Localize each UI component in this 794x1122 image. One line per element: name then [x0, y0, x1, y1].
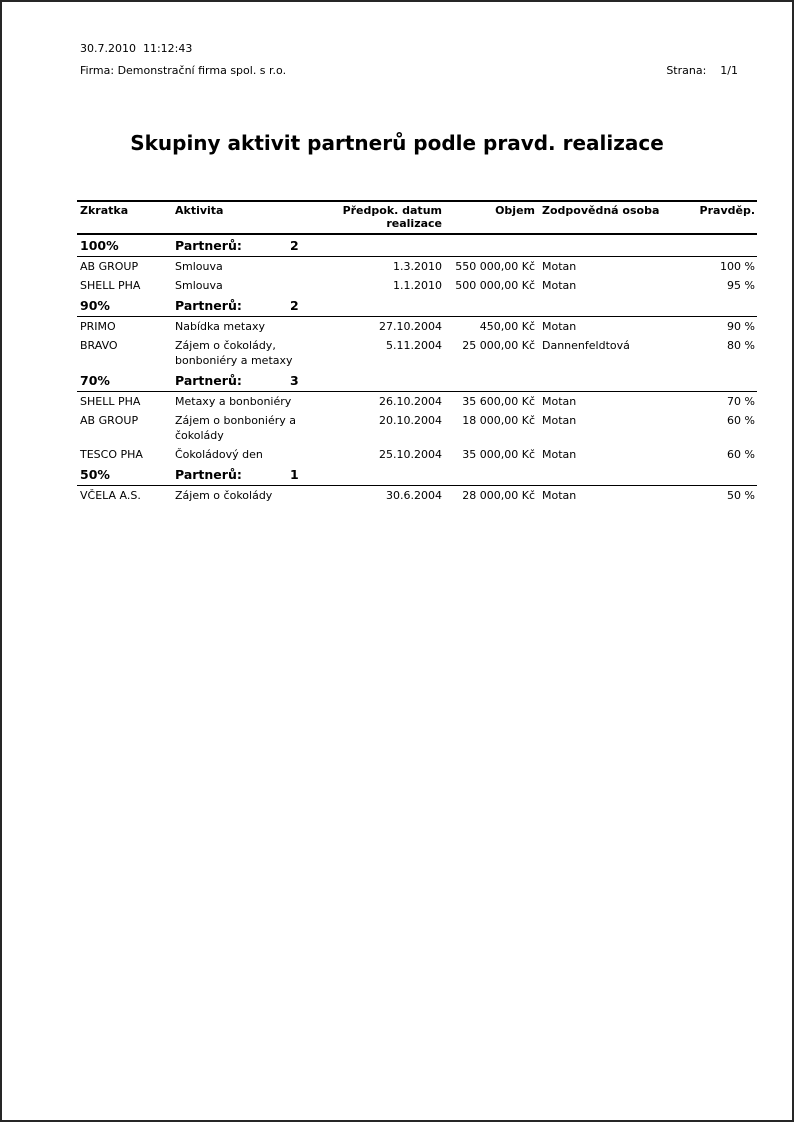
column-header-pravdep: Pravděp. — [699, 204, 755, 217]
group-partner-count: 2 — [290, 298, 299, 313]
column-header-datum — [332, 204, 442, 230]
cell-aktivita: Smlouva — [175, 279, 223, 292]
cell-objem: 500 000,00 Kč — [455, 279, 535, 292]
report-table — [77, 200, 757, 505]
cell-zkratka: VČELA A.S. — [80, 489, 141, 502]
cell-pravdep: 95 % — [727, 279, 755, 292]
group-header-row — [77, 235, 757, 257]
cell-aktivita: Nabídka metaxy — [175, 320, 265, 333]
table-row — [77, 486, 757, 505]
cell-osoba: Motan — [542, 279, 577, 292]
cell-objem: 550 000,00 Kč — [455, 260, 535, 273]
group-partners-label: Partnerů: — [175, 298, 242, 313]
cell-osoba: Motan — [542, 414, 577, 427]
table-row — [77, 336, 757, 370]
cell-zkratka: BRAVO — [80, 339, 118, 352]
cell-pravdep: 60 % — [727, 448, 755, 461]
cell-osoba: Motan — [542, 260, 577, 273]
cell-osoba: Motan — [542, 489, 577, 502]
print-datetime: 30.7.2010 11:12:43 — [80, 42, 193, 55]
group-partner-count: 1 — [290, 467, 299, 482]
cell-objem: 18 000,00 Kč — [462, 414, 535, 427]
cell-pravdep: 60 % — [727, 414, 755, 427]
group-header-row — [77, 295, 757, 317]
group-probability: 70% — [80, 373, 110, 388]
cell-zkratka: AB GROUP — [80, 260, 139, 273]
group-probability: 100% — [80, 238, 119, 253]
column-header-aktivita: Aktivita — [175, 204, 224, 217]
cell-osoba: Motan — [542, 448, 577, 461]
cell-objem: 25 000,00 Kč — [462, 339, 535, 352]
column-header-objem: Objem — [495, 204, 535, 217]
table-header-row — [77, 200, 757, 235]
group-partner-count: 3 — [290, 373, 299, 388]
cell-aktivita: Smlouva — [175, 260, 223, 273]
cell-zkratka: TESCO PHA — [80, 448, 143, 461]
cell-objem: 35 600,00 Kč — [462, 395, 535, 408]
cell-zkratka: SHELL PHA — [80, 279, 141, 292]
cell-pravdep: 70 % — [727, 395, 755, 408]
cell-datum: 1.3.2010 — [393, 260, 442, 273]
cell-pravdep: 100 % — [720, 260, 755, 273]
group-partners-label: Partnerů: — [175, 238, 242, 253]
cell-pravdep: 80 % — [727, 339, 755, 352]
cell-osoba: Motan — [542, 395, 577, 408]
table-row — [77, 392, 757, 411]
group-probability: 90% — [80, 298, 110, 313]
cell-datum: 27.10.2004 — [379, 320, 442, 333]
cell-aktivita: Zájem o čokolády — [175, 489, 273, 502]
cell-datum: 20.10.2004 — [379, 414, 442, 427]
cell-zkratka: SHELL PHA — [80, 395, 141, 408]
group-header-row — [77, 370, 757, 392]
cell-osoba: Dannenfeldtová — [542, 339, 630, 352]
column-header-datum-line2: realizace — [386, 217, 442, 230]
cell-zkratka: AB GROUP — [80, 414, 139, 427]
group-partners-label: Partnerů: — [175, 467, 242, 482]
cell-objem: 28 000,00 Kč — [462, 489, 535, 502]
table-row — [77, 445, 757, 464]
table-row — [77, 317, 757, 336]
report-meta — [80, 38, 738, 104]
cell-objem: 450,00 Kč — [479, 320, 535, 333]
report-title: Skupiny aktivit partnerů podle pravd. realizace — [130, 131, 664, 155]
cell-aktivita: Zájem o čokolády, bonboniéry a metaxy — [175, 339, 293, 367]
company-line: Firma: Demonstrační firma spol. s r.o. — [80, 64, 287, 77]
column-header-datum-line1: Předpok. datum — [342, 204, 442, 217]
group-header-row — [77, 464, 757, 486]
cell-datum: 26.10.2004 — [379, 395, 442, 408]
column-header-osoba: Zodpovědná osoba — [542, 204, 660, 217]
page-number: 1/1 — [720, 64, 738, 77]
cell-objem: 35 000,00 Kč — [462, 448, 535, 461]
cell-pravdep: 50 % — [727, 489, 755, 502]
group-probability: 50% — [80, 467, 110, 482]
cell-datum: 25.10.2004 — [379, 448, 442, 461]
group-partners-label: Partnerů: — [175, 373, 242, 388]
table-row — [77, 257, 757, 276]
page-indicator — [645, 38, 738, 104]
cell-aktivita: Zájem o bonboniéry a čokolády — [175, 414, 296, 442]
page-label: Strana: — [666, 64, 707, 77]
cell-datum: 1.1.2010 — [393, 279, 442, 292]
cell-aktivita: Čokoládový den — [175, 448, 263, 461]
cell-datum: 30.6.2004 — [386, 489, 442, 502]
cell-osoba: Motan — [542, 320, 577, 333]
table-row — [77, 411, 757, 445]
column-header-zkratka: Zkratka — [80, 204, 129, 217]
report-meta-left — [80, 38, 286, 82]
cell-aktivita: Metaxy a bonboniéry — [175, 395, 292, 408]
group-partner-count: 2 — [290, 238, 299, 253]
cell-pravdep: 90 % — [727, 320, 755, 333]
cell-zkratka: PRIMO — [80, 320, 116, 333]
table-row — [77, 276, 757, 295]
cell-datum: 5.11.2004 — [386, 339, 442, 352]
